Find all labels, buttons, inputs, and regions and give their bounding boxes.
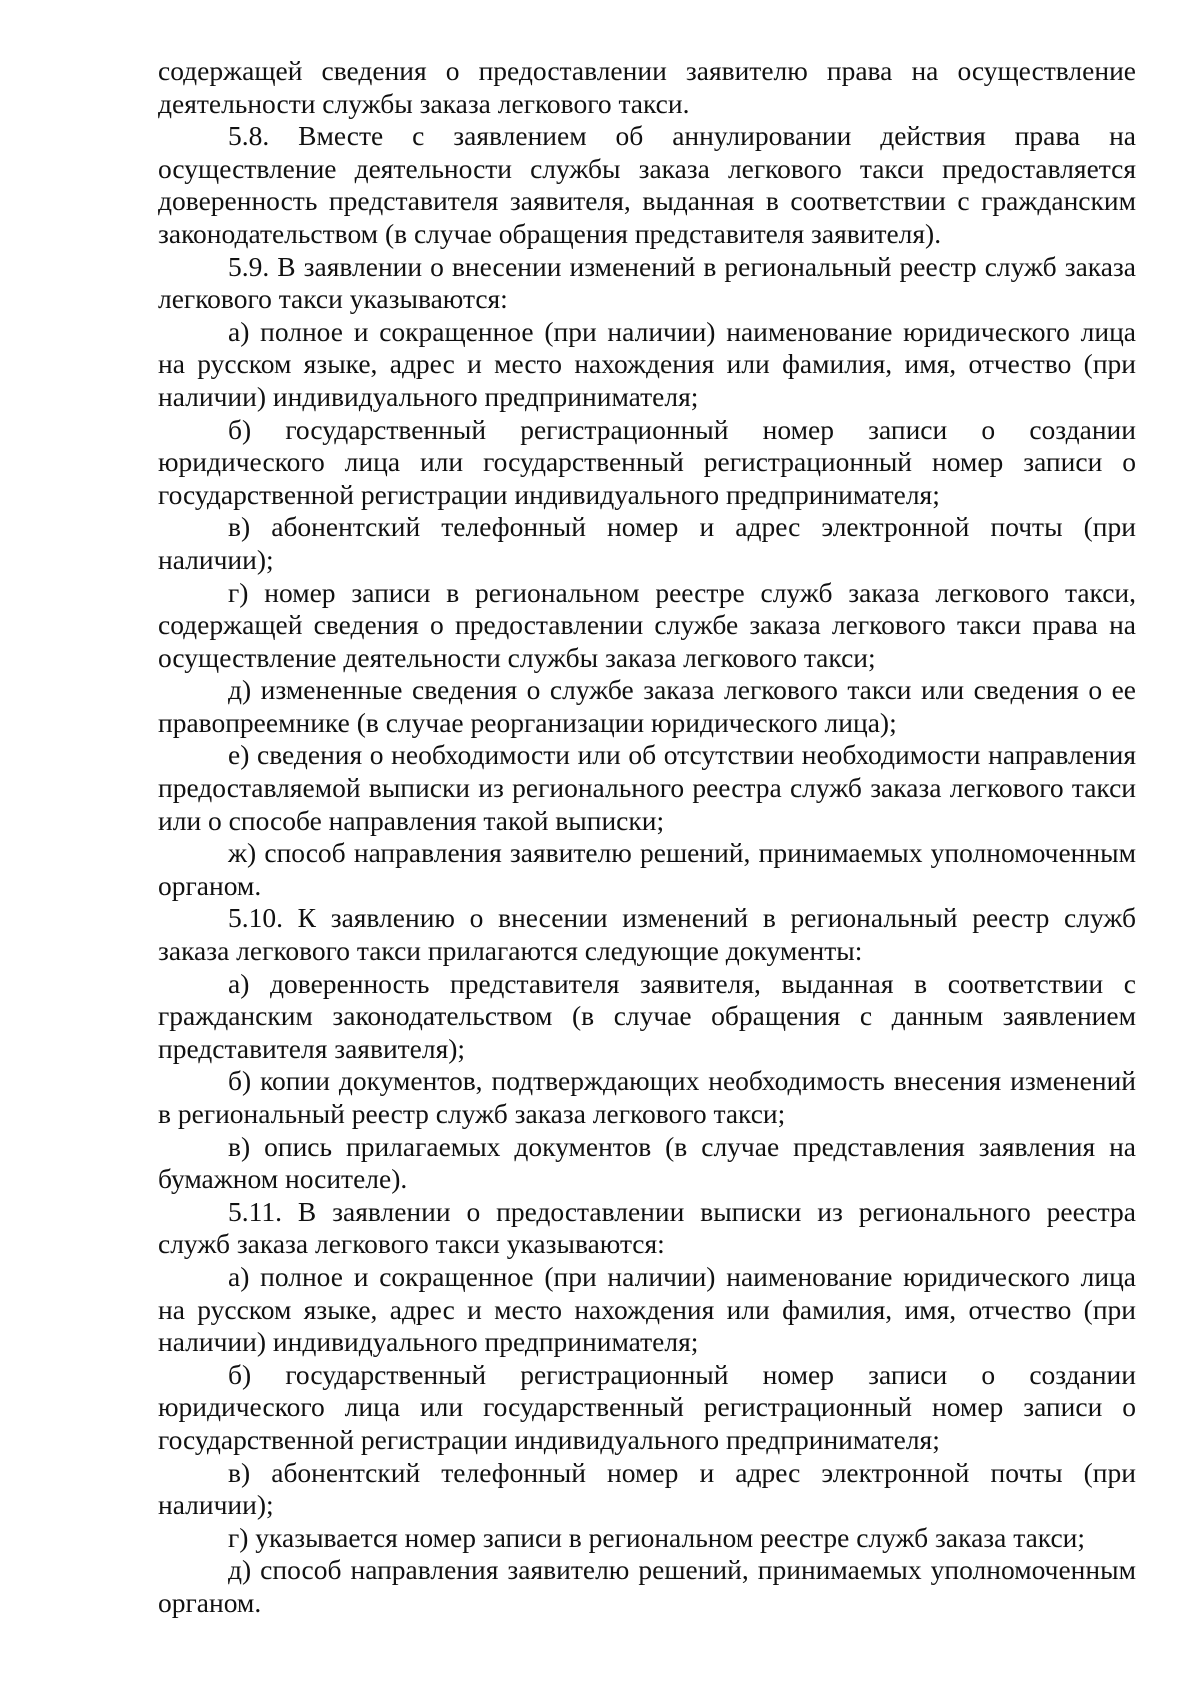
paragraph-5-9-g: г) номер записи в региональном реестре служб заказа легкового такси, содержащей сведения о предоставлении службе заказа легкового такси права на осуществление деятельности службы заказа легкового такси; [158,576,1136,673]
paragraph-5-9: 5.9. В заявлении о внесении изменений в региональный реестр служб заказа легкового такси указываются: [158,250,1136,315]
paragraph-5-11-g: г) указывается номер записи в региональном реестре служб заказа такси; [228,1521,1086,1553]
paragraph-5-10: 5.10. К заявлению о внесении изменений в региональный реестр служб заказа легкового такси прилагаются следующие документы: [158,902,1136,967]
paragraph-5-11-v: в) абонентский телефонный номер и адрес электронной почты (при наличии); [158,1456,1136,1521]
paragraph-continuation: содержащей сведения о предоставлении заявителю права на осуществление деятельности службы заказа легкового такси. [158,55,1136,119]
paragraph-5-10-v: в) опись прилагаемых документов (в случае представления заявления на бумажном носителе). [158,1130,1136,1195]
paragraph-5-10-a: а) доверенность представителя заявителя, выданная в соответствии с гражданским законодательством (в случае обращения с данным заявлением представителя заявителя); [158,967,1136,1064]
paragraph-5-11-d: д) способ направления заявителю решений, принимаемых уполномоченным органом. [158,1554,1136,1618]
paragraph-5-9-zh: ж) способ направления заявителю решений, принимаемых уполномоченным органом. [158,837,1136,901]
paragraph-5-9-e: е) сведения о необходимости или об отсутствии необходимости направления предоставляемой выписки из регионального реестра служб заказа легкового такси или о способе направления такой выписки; [158,739,1136,836]
paragraph-5-9-v: в) абонентский телефонный номер и адрес электронной почты (при наличии); [158,511,1136,575]
paragraph-5-11-b: б) государственный регистрационный номер записи о создании юридического лица или государственный регистрационный номер записи о государственной регистрации индивидуального предпринимателя; [158,1358,1136,1455]
paragraph-5-9-d: д) измененные сведения о службе заказа легкового такси или сведения о ее правопреемнике (в случае реорганизации юридического лица); [158,674,1136,738]
document-page [158,55,1136,1620]
paragraph-5-9-b: б) государственный регистрационный номер записи о создании юридического лица или государственный регистрационный номер записи о государственной регистрации индивидуального предпринимателя; [158,413,1136,510]
paragraph-5-10-b: б) копии документов, подтверждающих необходимость внесения изменений в региональный реестр служб заказа легкового такси; [158,1065,1136,1129]
paragraph-5-9-a: а) полное и сокращенное (при наличии) наименование юридического лица на русском языке, адрес и место нахождения или фамилия, имя, отчество (при наличии) индивидуального предпринимателя; [158,315,1136,412]
paragraph-5-11: 5.11. В заявлении о предоставлении выписки из регионального реестра служб заказа легкового такси указываются: [158,1195,1136,1260]
paragraph-5-11-a: а) полное и сокращенное (при наличии) наименование юридического лица на русском языке, адрес и место нахождения или фамилия, имя, отчество (при наличии) индивидуального предпринимателя; [158,1260,1136,1358]
paragraph-5-8: 5.8. Вместе с заявлением об аннулировании действия права на осуществление деятельности службы заказа легкового такси предоставляется доверенность представителя заявителя, выданная в соответствии с гражданским законодательством (в случае обращения представителя заявителя). [158,120,1136,249]
